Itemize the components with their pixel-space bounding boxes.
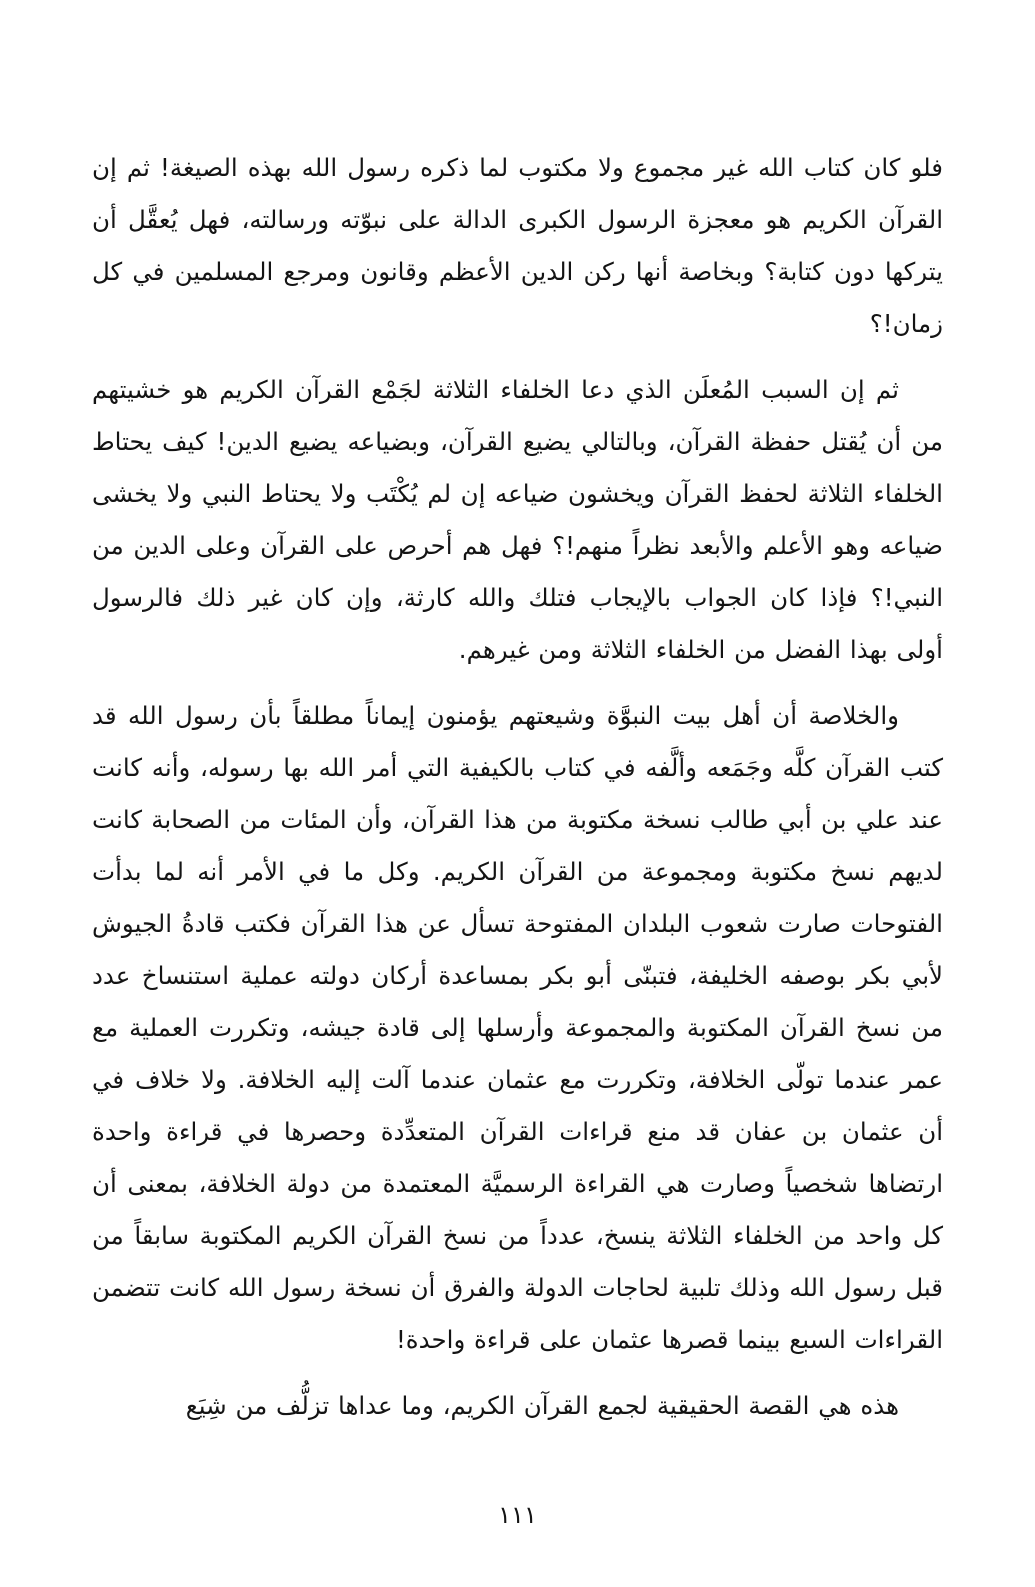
paragraph: والخلاصة أن أهل بيت النبوَّة وشيعتهم يؤمنون إيماناً مطلقاً بأن رسول الله قد كتب القرآن كلَّه وجَمَعه وألَّفه في كتاب بالكيفية التي أمر الله بها رسوله، وأنه كانت عند علي بن أبي طالب نسخة مكتوبة من هذا القرآن، وأن المئات من الصحابة كانت لديهم نسخ مكتوبة ومجموعة من القرآن الكريم. وكل ما في الأمر أنه لما بدأت الفتوحات صارت شعوب البلدان المفتوحة تسأل عن هذا القرآن فكتب قادةُ الجيوش لأبي بكر بوصفه الخليفة، فتبنّى أبو بكر بمساعدة أركان دولته عملية استنساخ عدد من نسخ القرآن المكتوبة والمجموعة وأرسلها إلى قادة جيشه، وتكررت العملية مع عمر عندما تولّى الخلافة، وتكررت مع عثمان عندما آلت إليه الخلافة. ولا خلاف في أن عثمان بن عفان قد منع قراءات القرآن المتعدِّدة وحصرها في قراءة واحدة ارتضاها شخصياً وصارت هي القراءة الرسميَّة المعتمدة من دولة الخلافة، بمعنى أن كل واحد من الخلفاء الثلاثة ينسخ، عدداً من نسخ القرآن الكريم المكتوبة سابقاً من قبل رسول الله وذلك تلبية لحاجات الدولة والفرق أن نسخة رسول الله كانت تتضمن القراءات السبع بينما قصرها عثمان على قراءة واحدة! bbox=[92, 701, 943, 1354]
paragraph: هذه هي القصة الحقيقية لجمع القرآن الكريم، وما عداها تزلُّف من شِيَع bbox=[185, 1391, 899, 1420]
page-number: ١١١ bbox=[498, 1501, 537, 1529]
paragraph: ثم إن السبب المُعلَن الذي دعا الخلفاء الثلاثة لجَمْع القرآن الكريم هو خشيتهم من أن يُقتل حفظة القرآن، وبالتالي يضيع القرآن، وبضياعه يضيع الدين! كيف يحتاط الخلفاء الثلاثة لحفظ القرآن ويخشون ضياعه إن لم يُكْتَب ولا يحتاط النبي ولا يخشى ضياعه وهو الأعلم والأبعد نظراً منهم!؟ فهل هم أحرص على القرآن وعلى الدين من النبي!؟ فإذا كان الجواب بالإيجاب فتلك والله كارثة، وإن كان غير ذلك فالرسول أولى بهذا الفضل من الخلفاء الثلاثة ومن غيرهم. bbox=[92, 375, 943, 664]
paragraph: فلو كان كتاب الله غير مجموع ولا مكتوب لما ذكره رسول الله بهذه الصيغة! ثم إن القرآن الكريم هو معجزة الرسول الكبرى الدالة على نبوّته ورسالته، فهل يُعقَّل أن يتركها دون كتابة؟ وبخاصة أنها ركن الدين الأعظم وقانون ومرجع المسلمين في كل زمان!؟ bbox=[92, 153, 943, 338]
